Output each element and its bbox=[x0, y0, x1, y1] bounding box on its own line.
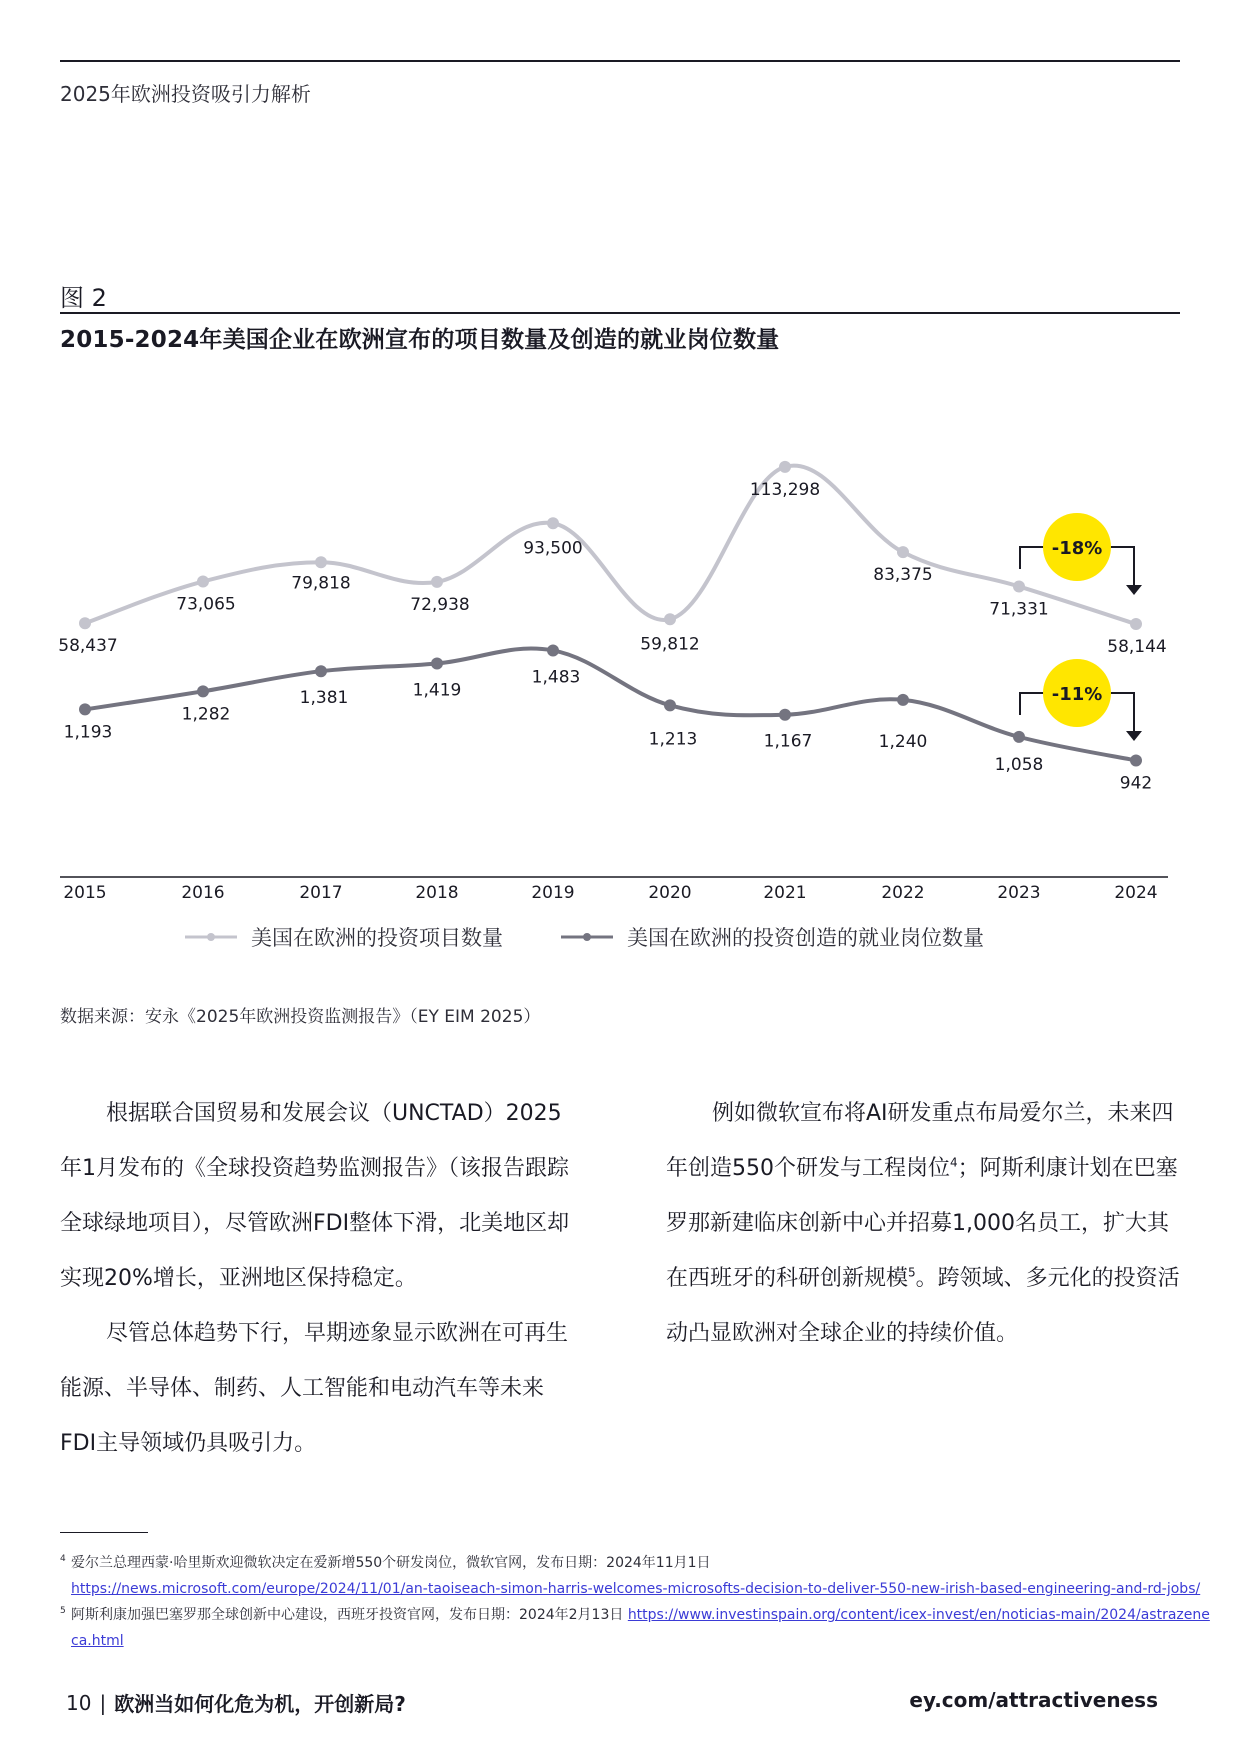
data-point bbox=[897, 546, 909, 558]
data-label: 1,240 bbox=[878, 731, 928, 752]
footnote-text: 阿斯利康加强巴塞罗那全球创新中心建设，西班牙投资官网，发布日期：2024年2月13日 bbox=[71, 1607, 628, 1623]
footnote-rule bbox=[60, 1532, 148, 1533]
data-label: 72,938 bbox=[410, 594, 470, 615]
data-point bbox=[547, 517, 559, 529]
jobs-line bbox=[85, 649, 1136, 761]
x-tick-label: 2017 bbox=[299, 883, 343, 903]
data-point bbox=[897, 694, 909, 706]
data-label: 1,282 bbox=[181, 704, 231, 725]
change-badge-label: -18% bbox=[1051, 538, 1103, 559]
footer-title: 欧洲当如何化危为机，开创新局? bbox=[114, 1692, 406, 1716]
data-label: 59,812 bbox=[640, 634, 700, 655]
footnotes bbox=[60, 1550, 1210, 1654]
data-point bbox=[1130, 618, 1142, 630]
change-annotation bbox=[1020, 659, 1142, 741]
data-point bbox=[779, 461, 791, 473]
data-label: 93,500 bbox=[523, 538, 583, 559]
paragraph: 根据联合国贸易和发展会议（UNCTAD）2025年1月发布的《全球投资趋势监测报告》（该报告跟踪全球绿地项目），尽管欧洲FDI整体下滑，北美地区却实现20%增长，亚洲地区保持稳定。 bbox=[60, 1101, 570, 1291]
legend-label-jobs: 美国在欧洲的投资创造的就业岗位数量 bbox=[627, 926, 984, 950]
footnote-link[interactable]: https://news.microsoft.com/europe/2024/11/01/an-taoiseach-simon-harris-welcomes-microsofts-decision-to-deliver-550-new-irish-based-engineering-and-rd-jobs/ bbox=[71, 1581, 1201, 1597]
figure-source: 数据来源：安永《2025年欧洲投资监测报告》（EY EIM 2025） bbox=[60, 1007, 541, 1027]
x-tick-label: 2019 bbox=[531, 883, 575, 903]
running-header: 2025年欧洲投资吸引力解析 bbox=[60, 82, 311, 106]
body-column-right bbox=[666, 1086, 1186, 1361]
legend-label-projects: 美国在欧洲的投资项目数量 bbox=[251, 926, 503, 950]
footnote-link[interactable]: https://www.investinspain.org/content/icex-invest/en/noticias-main/2024/astrazeneca.html bbox=[71, 1607, 1210, 1649]
legend-line-light-icon bbox=[185, 931, 237, 943]
data-point bbox=[664, 613, 676, 625]
data-point bbox=[547, 644, 559, 656]
footnote-5 bbox=[60, 1602, 1210, 1654]
x-tick-label: 2015 bbox=[63, 883, 107, 903]
footnote-number: 4 bbox=[60, 1554, 66, 1564]
legend-item-jobs bbox=[561, 922, 984, 952]
data-label: 1,381 bbox=[299, 688, 349, 709]
data-point bbox=[431, 576, 443, 588]
x-tick-label: 2024 bbox=[1114, 883, 1158, 903]
data-label: 1,058 bbox=[994, 754, 1044, 775]
paragraph: 尽管总体趋势下行，早期迹象显示欧洲在可再生能源、半导体、制药、人工智能和电动汽车等未来FDI主导领域仍具吸引力。 bbox=[60, 1321, 569, 1456]
legend-item-projects bbox=[185, 922, 503, 952]
legend-line-dark-icon bbox=[561, 931, 613, 943]
footnote-ref[interactable]: 5 bbox=[908, 1265, 916, 1280]
data-point bbox=[197, 576, 209, 588]
footer-url[interactable]: ey.com/attractiveness bbox=[909, 1688, 1158, 1712]
x-tick-label: 2021 bbox=[763, 883, 807, 903]
data-point bbox=[315, 665, 327, 677]
footer-separator: | bbox=[99, 1690, 107, 1715]
data-point bbox=[1130, 754, 1142, 766]
data-label: 1,213 bbox=[648, 729, 698, 750]
data-label: 71,331 bbox=[989, 599, 1049, 620]
x-tick-label: 2016 bbox=[181, 883, 225, 903]
x-tick-label: 2020 bbox=[648, 883, 692, 903]
page-number: 10 bbox=[66, 1690, 92, 1715]
data-label: 79,818 bbox=[291, 573, 351, 594]
arrow-down-icon bbox=[1126, 585, 1142, 595]
paragraph bbox=[666, 1086, 1186, 1361]
x-tick-label: 2022 bbox=[881, 883, 925, 903]
footnote-text: 爱尔兰总理西蒙·哈里斯欢迎微软决定在爱新增550个研发岗位，微软官网，发布日期：2024年11月1日 bbox=[71, 1555, 711, 1571]
data-label: 58,437 bbox=[58, 636, 118, 657]
chart-legend bbox=[185, 922, 984, 952]
change-badge-label: -11% bbox=[1051, 684, 1103, 705]
figure-title: 2015-2024年美国企业在欧洲宣布的项目数量及创造的就业岗位数量 bbox=[60, 327, 780, 353]
footnote-ref[interactable]: 4 bbox=[950, 1155, 958, 1170]
figure-label: 图 2 bbox=[60, 284, 107, 312]
arrow-down-icon bbox=[1126, 731, 1142, 741]
data-label: 1,419 bbox=[412, 680, 462, 701]
data-label: 83,375 bbox=[873, 565, 933, 586]
data-label: 1,167 bbox=[763, 731, 813, 752]
projects-line bbox=[85, 466, 1136, 624]
data-point bbox=[79, 703, 91, 715]
data-point bbox=[664, 699, 676, 711]
page-footer bbox=[66, 1688, 406, 1717]
body-column-left bbox=[60, 1086, 580, 1471]
paragraph-text: ；阿斯利康计划在巴塞罗那新建临床创新中心并招募1,000名员工，扩大其在西班牙的科研创新规模 bbox=[666, 1156, 1178, 1291]
paragraph-text: 例如微软宣布将AI研发重点布局爱尔兰，未来四年创造550个研发与工程岗位 bbox=[666, 1101, 1174, 1181]
change-annotation bbox=[1020, 513, 1142, 595]
data-point bbox=[779, 709, 791, 721]
data-point bbox=[79, 617, 91, 629]
data-point bbox=[1013, 731, 1025, 743]
data-label: 113,298 bbox=[749, 479, 821, 500]
data-label: 1,483 bbox=[531, 667, 581, 688]
x-tick-label: 2023 bbox=[997, 883, 1041, 903]
x-tick-label: 2018 bbox=[415, 883, 459, 903]
data-point bbox=[431, 657, 443, 669]
data-label: 58,144 bbox=[1107, 637, 1167, 658]
paragraph-text: 。跨领域、多元化的投资活动凸显欧洲对全球企业的持续价值。 bbox=[666, 1266, 1180, 1346]
data-label: 73,065 bbox=[176, 594, 236, 615]
data-point bbox=[315, 556, 327, 568]
footnote-number: 5 bbox=[60, 1606, 66, 1616]
data-point bbox=[197, 685, 209, 697]
data-point bbox=[1013, 580, 1025, 592]
data-label: 1,193 bbox=[63, 722, 113, 743]
data-label: 942 bbox=[1119, 773, 1153, 794]
footnote-4 bbox=[60, 1550, 1210, 1602]
